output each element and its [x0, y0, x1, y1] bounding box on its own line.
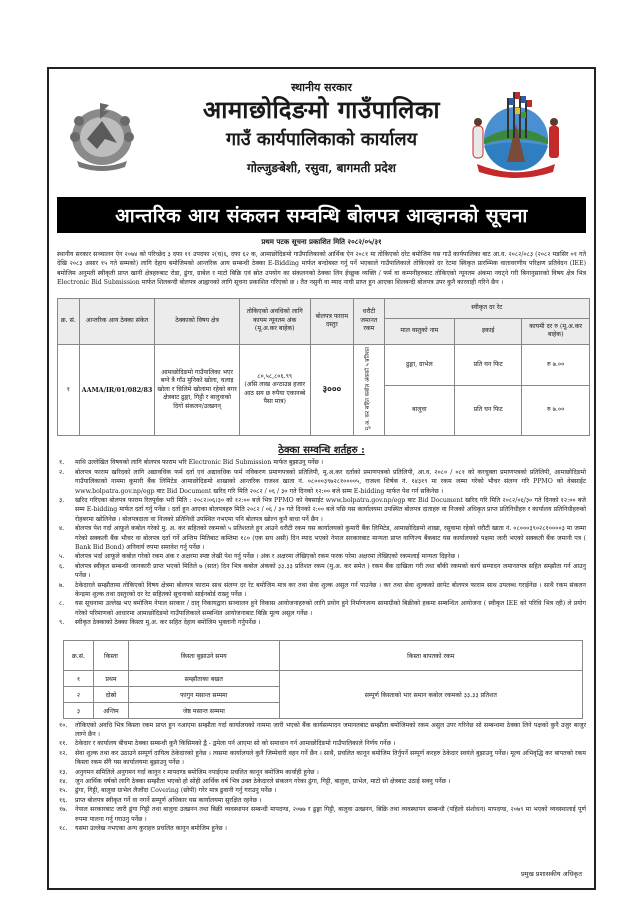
- col-installment: किस्ता: [93, 640, 128, 670]
- cell-deposit: [354, 344, 385, 436]
- condition-item: ७. ठेकेदारले सम्झौतामा तोकिएको विषय क्षेत्रमा बोलपत्र फाराम साथ संलग्न दर रेट बमोजिम मात्र कर तथा सेवा शुल्क असुल गर्न पाउनेछ । कर तथा सेवा शुल्कको छापेट बोलपत्र फाराम साथ उपलब्ध गराईनेछ । साथै रकम संकलन केन्द्रमा शुल्क तथा दस्तुरको दर रेट सहितको सूचनाको साईनबोर्ड राख्नु पर्नेछ ।: [59, 581, 586, 598]
- cell-due-time: फागुन मसान्त सम्ममा: [128, 686, 279, 702]
- cell-sn: २: [64, 686, 94, 702]
- contract-table: [57, 298, 590, 437]
- cell-rate: रु ७.००: [522, 344, 590, 385]
- cell-installment: अन्तिम: [93, 702, 128, 718]
- col-code: आन्तरिक आय ठेक्का संकेत: [79, 298, 155, 344]
- col-sn: क्र. सं.: [58, 298, 80, 344]
- condition-item: १६. प्राप्त बोलपत्र स्वीकृत गर्ने वा नगर्ने सम्पूर्ण अधिकार यस कार्यालयमा सुरक्षित रहनेछ ।: [59, 796, 262, 804]
- condition-item: १३. अनुगमन समितिले अनुगमन गर्दा कानुन र मापदण्ड बमोजिम नपाईएमा प्रचलित कानून बमोजिम कार्वाही हुनेछ ।: [59, 768, 319, 776]
- condition-item: २. बोलपत्र फाराम खरिदको लागि अद्यावधिक फर्म दर्ता एवं अद्यावधिक फर्म नविकरण प्रमाणपत्रको प्रतिलिपी, मु.अ.कर दर्ताको प्रमाणपत्रको प्रतिलिपी, आ.व. २०८० / ०८१ को करचुक्ता प्रमाणपत्रको प्रतिलिपी, आमाछोदिङमो गाउँपालिकाको नाममा कुमारी बैंक लिमिटेड आमाछोदिङमो शाखाको आन्तरिक राजश्व खाता नं. ०८०००३९७२८१००००५, राजश्व शिर्षक नं. १४३१९ मा रकम जम्मा गरेको भौचर संलग्न गरि PPMO को वेबसाईट www.bolpatra.gov.np/egp बाट Bid Document खरिद गरि मिति २०८२ / ०६ / ३० गते दिनको १२:०० बजे सम्म E-bidding मार्फत पेश गर्न सकिनेछ ।: [59, 468, 586, 495]
- office-name: गाउँ कार्यपालिकाको कार्यालय: [225, 129, 418, 150]
- cell-item-name: बालुवा: [384, 386, 454, 436]
- col-due-time: किस्ता बुझाउने समय: [128, 640, 279, 670]
- cell-installment: दोस्रो: [93, 686, 128, 702]
- letterhead: [49, 69, 594, 193]
- table-row: [58, 344, 590, 385]
- condition-item: १४. जुन आर्थिक वर्षको लागि ठेक्का सम्झौता भएको हो सोही आर्थिक वर्ष भित्र उक्त ठेकेदारले संकलन गरेका ढुंगा, गिट्टी, बालुवा, ग्राभेल, माटो सो क्षेत्रबाट उठाई सक्नु पर्नेछ ।: [59, 778, 451, 786]
- publication-date: प्रथम पटक सूचना प्रकाशित मिति २०८२/०५/३१: [261, 237, 382, 246]
- cell-rate: रु ७.००: [522, 386, 590, 436]
- intro-paragraph: स्थानीय सरकार सञ्चालन ऐन २०७४ को परिच्छेद ३ दफा ११ उपदफा २(च)६, दफा ६२ क, आमाछोदिङमो गाउँपालिकाको आर्थिक ऐन २०८१ मा तोकिएको दरेट बमोजिम यस गाउँ कार्यपालिका बाट आ.व. २०८२/०८३ (२०८२ मङसिर ०१ गते देखि २०८३ असार १५ गते सम्मको) लागि देहाय बमोजिमको आन्तरिक आय सम्बन्धी ठेक्का E-Bidding मार्फत बन्दोबस्त गर्नु पर्ने भएकाले गाउँपालिकाले तोकिएको दर रेटमा स्विकृत प्रारम्भिक वातावरणीय परिक्षण प्रतिवेदन (IEE) बमोजिम अनुमती स्वीकृती प्राप्त खानी क्षेत्रहरुबाट रोडा, ढुंगा, ग्राबेल र माटो बिक्रि एवं स्रोत उपयोग का संकलनको ठेक्का लिन ईच्छुक व्यक्ति / फर्म वा कम्पनीहरुबाट तोकिएको न्यूनतम अंकमा नघट्ने गरी बिनानुसारको विषय क्षेत्र भित्र Electronic Bid Submission मार्फत शिलबन्दी बोलपत्र आह्वानको लागि सूचना प्रकाशित गरिएको छ । तैत नसुनी वा म्याद नाघी प्राप्त हुन आएका शिलबन्दी बोलपत्र उपर कुनै कारवाही गरिने छैन ।: [57, 251, 586, 287]
- notice-title-banner: आन्तरिक आय संकलन सम्वन्धि बोलपत्र आव्हानको सूचना: [57, 197, 586, 233]
- col-min-amount: तोकिएको अवधिको लागि कायम न्यूनतम अंक (मू.अ.कर बाहेक): [239, 298, 310, 344]
- condition-item: ८. यस सूचनामा उल्लेख भए बमोजिम नेपाल सरकार / दातृ निकायद्वारा सञ्चालन हुने विकास आयोजनाहरुको लागि प्रयोग हुने निर्माणजन्य सामाग्रीको बिक्रीको हकमा सम्बन्धित आयोजना ( स्वीकृत IEE को परिधि भित्र रही) ले प्रयोग गरेको परिमाणको आधारमा आमाछोदिङमो गाउँपालिकाले सम्बन्धित आयोजनाबाट बिक्रि मूल्य असुल गर्नेछ ।: [59, 600, 586, 617]
- condition-item: १५. ढुंगा, गिट्टी, बालुवा ग्राभेल लैजाँदा Covering (छोपी) गरेर मात्र ढुवानी गर्नु गराउनु पर्नेछ ।: [59, 787, 277, 795]
- signatory-title: प्रमुख प्रशासकीय अधिकृत: [520, 870, 582, 878]
- cell-min-amount: [239, 344, 310, 436]
- min-amount-figure: ८०,५८,८०६.९९: [257, 372, 293, 380]
- condition-item: १. माथि उल्लेखित विषयको लागि बोलपत्र फाराम भरि Electronic Bid Submission मार्फत बुझाउनु पर्नेछ ।: [59, 459, 324, 467]
- cell-installment: प्रथम: [93, 670, 128, 686]
- cell-area: आमाछोदिङमो गाउँपालिका भएर बग्ने त्रै गाँउ मुनिको खोला, चलाइ खोला र चिलिमे खोलामा रहेको बगर क्षेत्रबाट ढुङ्गा, गिट्टी र बालुवाको दिगो संकलन/उत्खनन्: [155, 344, 239, 436]
- cell-sn: ३: [64, 702, 94, 718]
- condition-item: १२. सेवा शुल्क तथा कर उठाउने सम्पूर्ण दायित्व ठेकेदारको हुनेछ । त्यसमा कार्यालयले कुनै जिम्मेवारी वहन गर्ने छैन । साथै, प्रचलित कानून बमोजिम तिर्नुपर्ने सम्पूर्ण करहरु ठेकेदार स्वयंले बुझाउनु पर्नेछ। मूल्य अभिवृद्धि कर बापतको रकम किस्ता रकम सँगै यस कार्यालयमा बुझाउनु पर्नेछ ।: [59, 749, 586, 767]
- municipality-logo-icon: [469, 84, 563, 179]
- cell-sn: १: [58, 344, 80, 436]
- conditions-list-continued: [57, 721, 586, 834]
- condition-item: ११. ठेकेदार र कार्यालय बीचमा ठेक्का सम्बन्धी कुनै किसिमको द्वै - द्वमेला पर्न आएमा सो को समाधान गर्न आमाछोदिङमो गाउँपालिकाले निर्णय गर्नेछ ।: [59, 740, 396, 748]
- col-sn: क्र.सं.: [64, 640, 94, 670]
- conditions-list: [57, 458, 586, 627]
- cell-amount: सम्पूर्ण किस्ताको भार समान कबोल रकमको ३३.३३ प्रतिशत: [279, 670, 582, 718]
- col-rate: कायमी दर रु (मू.अ.कर बाहेक): [522, 318, 590, 344]
- cell-item-name: ढुङ्गा, ग्राभेल: [384, 344, 454, 385]
- col-unit: इकाई: [455, 318, 522, 344]
- condition-item: ९. स्वीकृत ठेक्काको ठेक्का किस्ता मु.अ. कर सहित देहाय बमोजिम भुक्तानी गर्नुपर्नेछ ।: [59, 619, 261, 627]
- col-deposit: धरौटी जमानत रकम: [354, 298, 385, 344]
- header-subtitle: स्थानीय सरकार: [291, 81, 352, 94]
- condition-item: ६. बोलपत्र स्वीकृत सम्बन्धी जानकारी प्राप्त भएको मितिले ७ (सात) दिन भित्र कबोल अंकको ३३.३३ प्रतिशत रकम (मु.अ. कर समेत ) रकम बैंक दाखिला गरी तथा बाँकी रकमको कार्य सम्पादन जमानतपत्र सहित सम्झौता गर्न आउनु पर्नेछ ।: [59, 562, 586, 580]
- cell-code: AAMA/IR/01/082/83: [79, 344, 155, 436]
- col-area: ठेक्काको विषय क्षेत्र: [155, 298, 239, 344]
- col-approved-rate: स्वीकृत दर रेट: [384, 298, 589, 318]
- cell-unit: प्रति घन फिट: [455, 344, 522, 385]
- installment-table: [63, 640, 583, 719]
- condition-item: १०. तोकिएको अवधि भित्र किस्ता रकम प्राप्त हुन नआएमा सम्झौता गर्दा कार्यालयको नाममा जारी भएको बैंक कार्यसम्पादन जमानतबाट सम्झौता बमोजिमको रकम असुल उपर गरिनेछ सो सम्बन्धमा ठेक्का लिने पक्षको कुनै उजुर बाजुर लाग्ने छैन ।: [59, 721, 586, 739]
- condition-item: ४. बोलपत्र पेश गर्दा आफूले कबोल गरेको मु. अ. कर सहितको रकमको ५ प्रतिशतले हुन आउने धरौटी रकम यस कार्यालयको कुमारी बैंक लिमिटेड, आमाछोदिङमो शाखा, रसुवामा रहेको धरौटी खाता नं. ०८०००३९०२८१००००३ मा जम्मा गरेको सक्कली बैंक भौचर वा बोलपत्र दर्ता गर्ने अन्तिम मितिबाट कम्तिमा १८० (एक सय असी) दिन म्याद भएको नेपाल सरकारबाट मान्यता प्राप्त वाणिज्य बैंकबाट यस कार्यालयको पक्षमा जारी भएको सक्कली बैंक जमानी पत्र ( Bank Bid Bond) अनिवार्य रुपमा समावेश गर्नु पर्नेछ ।: [59, 525, 586, 551]
- cell-unit: प्रति घन फिट: [455, 386, 522, 436]
- condition-item: १८. यसमा उल्लेख नभएका अन्य कुराहरु प्रचलित कानून बमोजिम हुनेछ ।: [59, 825, 227, 833]
- notice-frame: [47, 67, 596, 890]
- cell-due-time: सम्झौताका बखत: [128, 670, 279, 686]
- min-amount-words: (असि लाख अन्ठाउन्न हजार आठ सय छ रुपैया एकानब्बे पैसा मात्र): [244, 381, 306, 406]
- deposit-text: मू.अ. कर सहित कबोल अंकको ५ प्रतिशत: [365, 346, 372, 430]
- col-item-name: माल वस्तुको नाम: [384, 318, 454, 344]
- condition-item: ३. खरिद गरिएका बोलपत्र फाराम रितपूर्वक भरी मिति : २०८२।०६।३० को १२:०० बजे भित्र PPMO को वेबसाईट www.bolpatra.gov.np/egp बाट Bid Document खरिद गरि मिति २०८२/०६/३० गते दिनको १२:०० बजे सम्म E-bidding मार्फत दर्ता गर्नु पर्नेछ । दर्ता हुन आएका बोलपत्रहरु मिति २०८२ / ०६ / ३० गते दिनको २:०० बजे पछि यस कार्यालयमा उपस्थित बोलपत्र दाताहरु वा निजको अधिकृत प्राप्त प्रतिनिधीहरु र कार्यालय प्रतिनिधीहरुको रोहबरमा खोलिनेछ । बोलपत्रदाता वा निजको प्रतिनिधी उपस्थित नभएमा पनि बोलपत्र खोल्न कुनै बाधा पर्ने छैन ।: [59, 496, 586, 523]
- cell-form-fee: ३०००: [310, 344, 353, 436]
- municipality-name: आमाछोदिङमो गाउँपालिका: [202, 95, 441, 124]
- condition-item: १७. नेपाल सरकारबाट जारी ढुंगा गिट्टी तथा बालुवा उत्खनन तथा बिक्री व्यवस्थापन सम्बन्धी मापदण्ड, २०७७ र ढुङ्गा गिट्टी, बालुवा उत्खनन, बिक्रि तथा व्यवस्थापन सम्बन्धी (पहिलो संशोधन) मापदण्ड, २०७९ मा भएको व्यवस्थालाई पूर्ण रुपमा पालना गर्नु गराउनु पर्नेछ ।: [59, 806, 586, 823]
- office-address: गोल्जुङबेशी, रसुवा, बागमती प्रदेश: [247, 161, 396, 175]
- condition-item: ५. बोलपत्र भर्दा आफूले कबोल गरेको रकम अंक र अक्षरमा स्पष्ट लेखी पेश गर्नु पर्नेछ । अंक र अक्षरमा लेखिएको रकम फरक परेमा अक्षरमा लेखिएको रकमलाई मान्यता दिइनेछ ।: [59, 553, 460, 561]
- cell-sn: १: [64, 670, 94, 686]
- table-row: [64, 670, 583, 686]
- col-form-fee: बोलपत्र फाराम दस्तुर: [310, 298, 353, 344]
- conditions-heading: ठेक्का सम्वन्धि शर्तहरु :: [278, 445, 365, 457]
- cell-due-time: जेष्ठ मसान्त सम्ममा: [128, 702, 279, 718]
- col-amount: किस्ता बापतको रकम: [279, 640, 582, 670]
